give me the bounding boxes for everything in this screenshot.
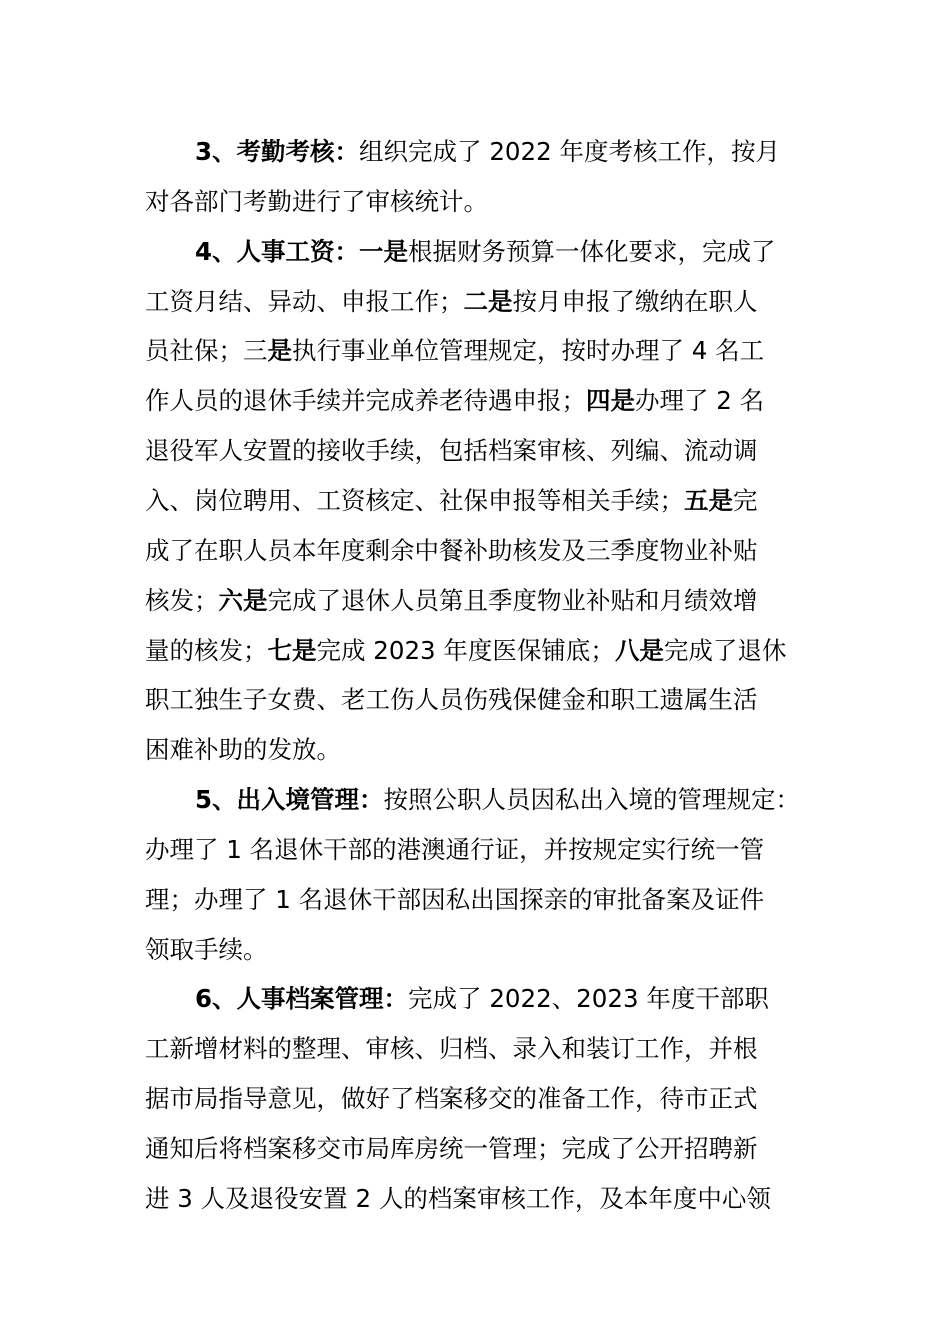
emphasis-text: 六是: [218, 585, 268, 615]
emphasis-text: 四是: [586, 386, 635, 416]
body-text: 完成了退休人员第且季度物业补贴和月绩效增: [267, 585, 758, 615]
body-text: 通知后将档案移交市局库房统一管理；完成了公开招聘新: [145, 1134, 758, 1163]
body-text: 对各部门考勤进行了审核统计。: [145, 186, 488, 216]
emphasis-text: 五是: [684, 485, 733, 515]
section-heading: 3、考勤考核：: [195, 137, 360, 166]
paragraph-line: [145, 735, 341, 765]
body-text: 完: [733, 485, 758, 515]
body-text: 量的核发；: [145, 635, 268, 665]
paragraph-line: [145, 1034, 758, 1064]
body-text: 工资月结、异动、申报工作；: [145, 286, 464, 316]
body-text: 职工独生子女费、老工伤人员伤残保健金和职工遗属生活: [145, 685, 758, 715]
paragraph-line: [145, 436, 758, 466]
body-text: 成了在职人员本年度剩余中餐补助核发及三季度物业补贴: [145, 535, 758, 565]
emphasis-text: 二是: [463, 286, 513, 316]
body-text: 理；办理了 1 名退休干部因私出国探亲的审批备案及证件: [145, 884, 765, 914]
body-text: 根据财务预算一体化要求，完成了: [408, 236, 776, 266]
body-text: 退役军人安置的接收手续，包括档案审核、列编、流动调: [145, 436, 758, 466]
body-text: 进 3 人及退役安置 2 人的档案审核工作，及本年度中心领: [145, 1183, 771, 1213]
paragraph-line: [145, 536, 758, 566]
paragraph-line: [145, 486, 758, 516]
paragraph-line: [145, 336, 764, 366]
body-text: 完成了 2022、2023 年度干部职: [408, 984, 769, 1014]
body-text: 工新增材料的整理、审核、归档、录入和装订工作，并根: [145, 1034, 758, 1064]
paragraph-first-line: [195, 137, 780, 167]
body-text: 完成了退休: [663, 635, 787, 665]
paragraph-line: [145, 1184, 771, 1214]
paragraph-line: [145, 287, 758, 317]
body-text: 完成 2023 年度医保铺底；: [316, 635, 615, 665]
body-text: 员社保；三: [145, 336, 268, 366]
paragraph-line: [145, 935, 268, 965]
emphasis-text: 八是: [614, 635, 664, 665]
body-text: 入、岗位聘用、工资核定、社保申报等相关手续；: [145, 485, 684, 515]
body-text: 核发；: [145, 585, 219, 615]
body-text: 领取手续。: [145, 934, 268, 964]
paragraph-line: [145, 885, 764, 915]
paragraph-first-line: [195, 785, 800, 815]
section-heading: 5、出入境管理：: [195, 785, 384, 815]
body-text: 执行事业单位管理规定，按时办理了 4 名工: [292, 336, 765, 366]
paragraph-line: [145, 1134, 758, 1164]
body-text: 据市局指导意见，做好了档案移交的准备工作，待市正式: [145, 1084, 758, 1114]
section-heading: 4、人事工资：: [195, 236, 360, 266]
body-text: 按照公职人员因私出入境的管理规定：: [383, 785, 801, 815]
body-text: 按月申报了缴纳在职人: [512, 286, 758, 316]
paragraph-line: [145, 636, 786, 666]
paragraph-line: [145, 187, 488, 217]
body-text: 作人员的退休手续并完成养老待遇申报；: [145, 386, 586, 416]
paragraph-line: [145, 386, 764, 416]
emphasis-text: 一是: [359, 236, 409, 266]
paragraph-line: [145, 1084, 758, 1114]
paragraph-first-line: [195, 237, 776, 267]
paragraph-line: [145, 835, 764, 865]
body-text: 组织完成了 2022 年度考核工作，按月: [359, 137, 780, 166]
emphasis-text: 七是: [267, 635, 317, 665]
paragraph-line: [145, 586, 758, 616]
body-text: 困难补助的发放。: [145, 735, 341, 765]
paragraph-first-line: [195, 984, 769, 1014]
paragraph-line: [145, 685, 758, 715]
body-text: 办理了 2 名: [635, 386, 765, 416]
body-text: 办理了 1 名退休干部的港澳通行证，并按规定实行统一管: [145, 834, 765, 864]
emphasis-text: 是: [267, 336, 292, 366]
section-heading: 6、人事档案管理：: [195, 984, 409, 1014]
